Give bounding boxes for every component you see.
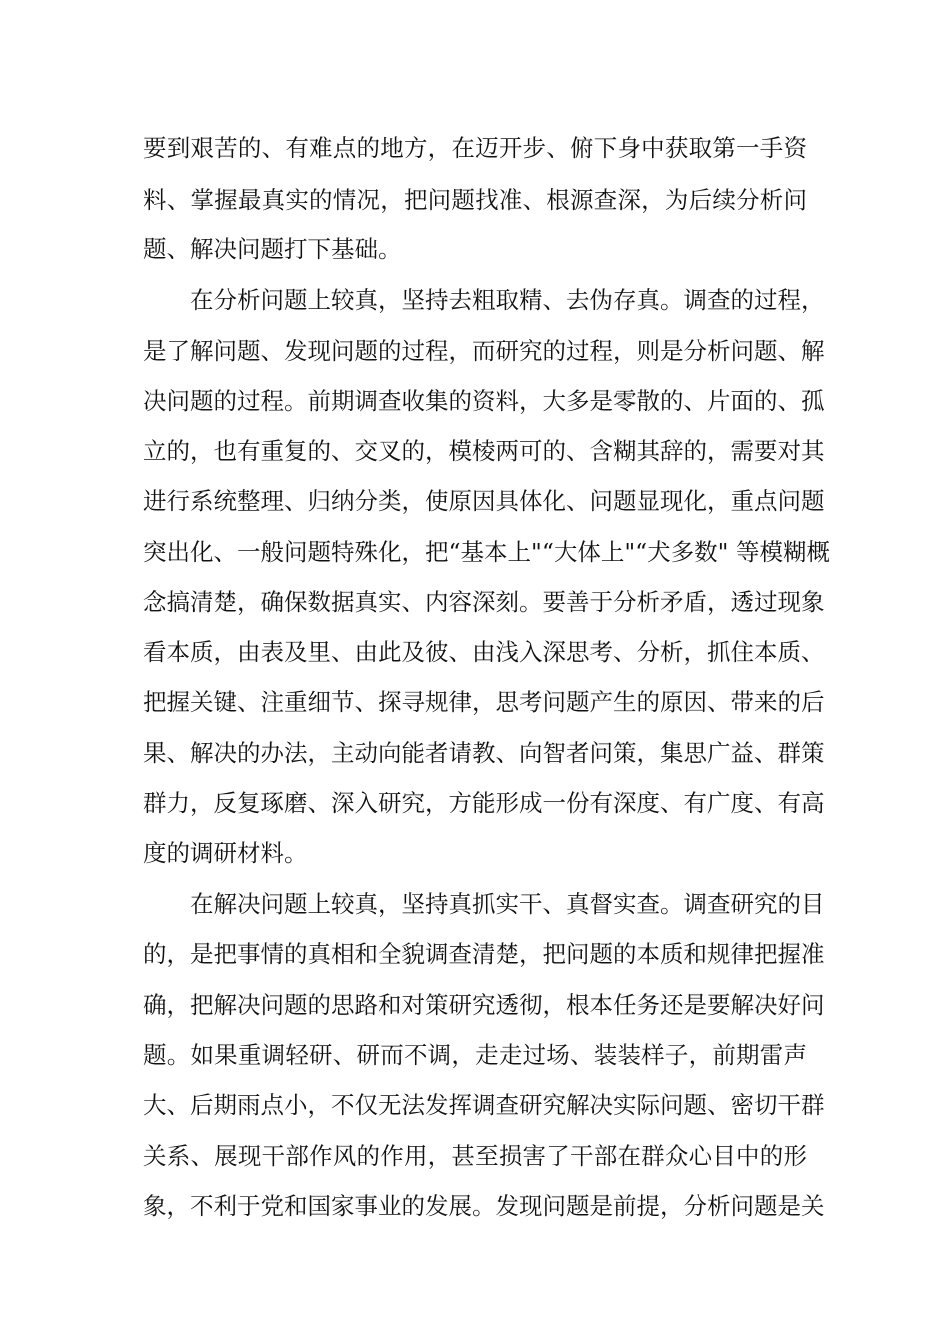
text-line: 是了解问题、发现问题的过程，而研究的过程，则是分析问题、解 [143,337,825,365]
text-line: 要到艰苦的、有难点的地方，在迈开步、俯下身中获取第一手资 [143,134,807,162]
text-line: 群力，反复琢磨、深入研究，方能形成一份有深度、有广度、有高 [143,789,825,817]
text-line: 料、掌握最真实的情况，把问题找准、根源查深，为后续分析问 [143,186,807,214]
text-line: 看本质，由表及里、由此及彼、由浅入深思考、分析，抓住本质、 [143,638,825,666]
text-line: 念搞清楚，确保数据真实、内容深刻。要善于分析矛盾，透过现象 [143,588,825,616]
text-line: 进行系统整理、归纳分类，使原因具体化、问题显现化，重点问题 [143,487,825,515]
text-line: 决问题的过程。前期调查收集的资料，大多是零散的、片面的、孤 [143,387,825,415]
text-line: 把握关键、注重细节、探寻规律，思考问题产生的原因、带来的后 [143,688,825,716]
paragraph-start-line: 在分析问题上较真，坚持去粗取精、去伪存真。调查的过程， [190,286,825,314]
text-line: 题、解决问题打下基础。 [143,235,402,263]
text-line: 题。如果重调轻研、研而不调，走走过场、装装样子，前期雷声 [143,1041,807,1069]
text-line: 度的调研材料。 [143,839,308,867]
text-line: 突出化、一般问题特殊化，把“基本上"“大体上"“犬多数" 等模糊概 [143,538,830,566]
text-line: 大、后期雨点小，不仅无法发挥调查研究解决实际问题、密切干群 [143,1091,825,1119]
text-line: 果、解决的办法，主动向能者请教、向智者问策，集思广益、群策 [143,739,825,767]
text-line: 的，是把事情的真相和全貌调查清楚，把问题的本质和规律把握准 [143,940,825,968]
text-line: 立的，也有重复的、交叉的，模棱两可的、含糊其辞的，需要对其 [143,437,825,465]
text-line: 确，把解决问题的思路和对策研究透彻，根本任务还是要解决好问 [143,991,825,1019]
paragraph-start-line: 在解决问题上较真，坚持真抓实干、真督实查。调查研究的目 [190,890,825,918]
text-line: 关系、展现干部作风的作用，甚至损害了干部在群众心目中的形 [143,1142,807,1170]
text-line: 象，不利于党和国家事业的发展。发现问题是前提，分析问题是关 [143,1192,825,1220]
